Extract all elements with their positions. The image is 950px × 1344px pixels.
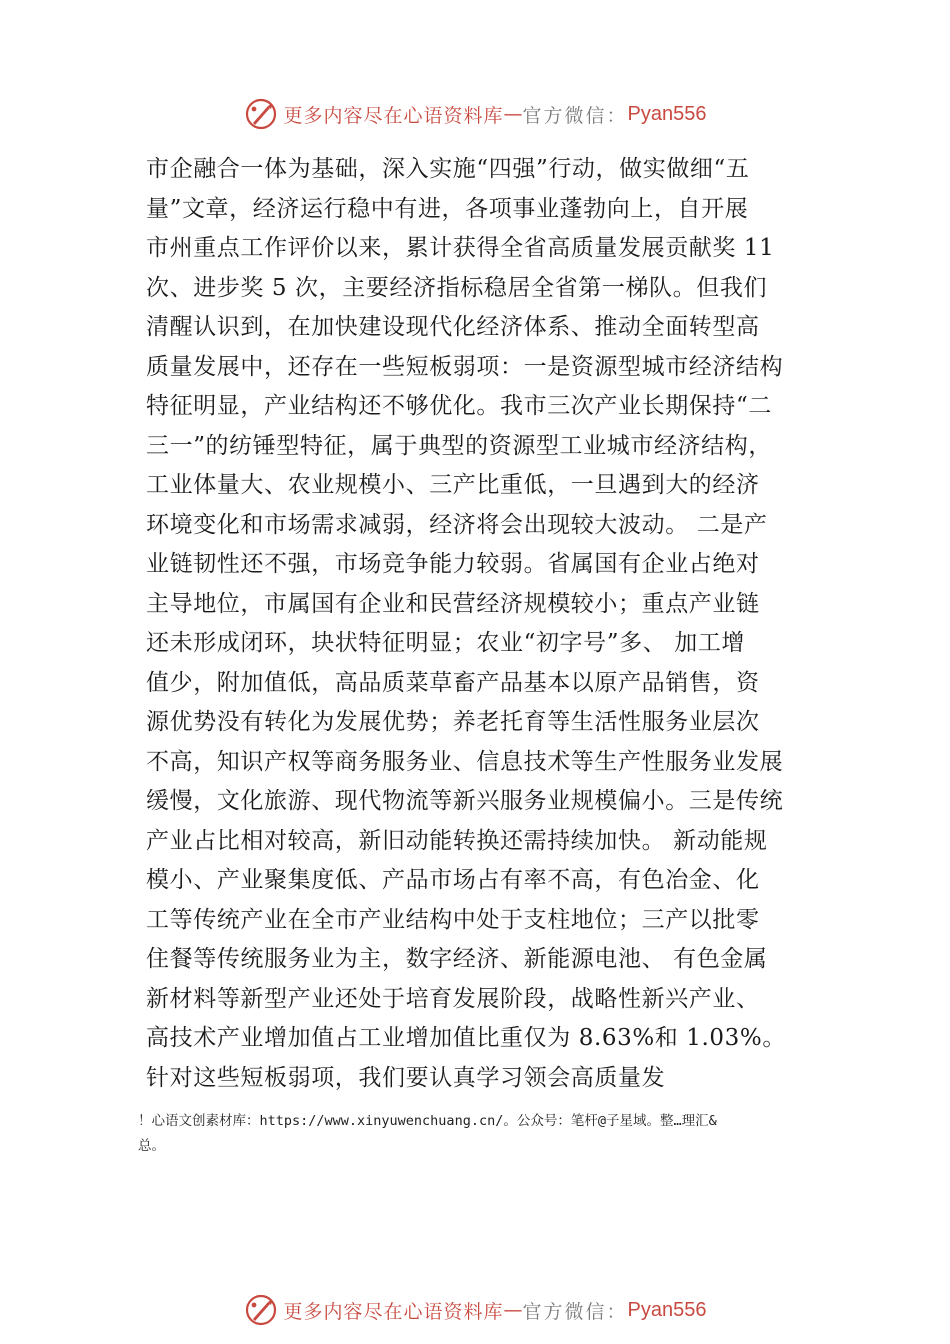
quill-pen-logo-icon [244,97,278,131]
footer-banner [0,1290,950,1330]
body-line: 工业体量大、农业规模小、三产比重低，一旦遇到大的经济 [146,472,760,498]
header-separator: — [503,103,523,125]
header-wechat-id: Pyan556 [627,102,707,125]
quill-pen-logo-icon [244,1293,278,1327]
footnote [138,1109,848,1159]
body-line: 三一”的纺锤型特征，属于典型的资源型工业城市经济结构， [146,432,772,459]
body-line: 高技术产业增加值占工业增加值比重仅为 8.63%和 1.03%。 [146,1025,786,1051]
body-line: 针对这些短板弱项，我们要认真学习领会高质量发 [146,1064,666,1091]
body-line: 源优势没有转化为发展优势；养老托育等生活性服务业层次 [146,709,760,735]
body-line: 市州重点工作评价以来，累计获得全省高质量发展贡献奖 11 [146,235,775,261]
body-line: 特征明显，产业结构还不够优化。我市三次产业长期保持“二 [146,393,772,419]
header-banner [0,94,950,134]
footer-separator: — [503,1299,523,1321]
header-wechat-label: 官方微信： [522,104,628,127]
body-line: 值少，附加值低，高品质菜草畜产品基本以原产品销售，资 [146,669,760,696]
body-line: 产业占比相对较高，新旧动能转换还需持续加快。 新动能规 [146,827,768,854]
body-text [146,150,826,1098]
body-line: 质量发展中，还存在一些短板弱项：一是资源型城市经济结构 [146,353,784,380]
body-line: 环境变化和市场需求减弱，经济将会出现较大波动。 二是产 [146,511,768,538]
footnote-line-2: 总。 [138,1138,165,1154]
body-line: 不高，知识产权等商务服务业、信息技术等生产性服务业发展 [146,748,784,775]
body-line: 缓慢，文化旅游、现代物流等新兴服务业规模偏小。三是传统 [146,788,784,814]
body-line: 业链韧性还不强，市场竞争能力较弱。省属国有企业占绝对 [146,551,760,577]
body-line: 住餐等传统服务业为主，数字经济、新能源电池、 有色金属 [146,946,768,972]
body-line: 还未形成闭环，块状特征明显；农业“初字号”多、 加工增 [146,630,746,656]
body-line: 次、进步奖 5 次，主要经济指标稳居全省第一梯队。但我们 [146,274,768,301]
body-line: 工等传统产业在全市产业结构中处于支柱地位；三产以批零 [146,906,760,933]
body-line: 新材料等新型产业还处于培育发展阶段，战略性新兴产业、 [146,985,760,1012]
header-brand-text: 更多内容尽在心语资料库 [283,104,504,127]
footer-brand-text: 更多内容尽在心语资料库 [283,1300,504,1323]
body-line: 市企融合一体为基础，深入实施“四强”行动，做实做细“五 [146,156,750,182]
footer-wechat-id: Pyan556 [627,1298,707,1321]
body-line: 模小、产业聚集度低、产品市场占有率不高，有色冶金、化 [146,867,760,893]
footnote-line-1: ！心语文创素材库：https://www.xinyuwenchuang.cn/。公众号：笔杆@子星域。整…理汇& [138,1113,717,1129]
body-line: 量”文章，经济运行稳中有进，各项事业蓬勃向上，自开展 [146,195,749,222]
body-line: 主导地位，市属国有企业和民营经济规模较小；重点产业链 [146,590,760,617]
footer-wechat-label: 官方微信： [522,1300,628,1323]
body-line: 清醒认识到，在加快建设现代化经济体系、推动全面转型高 [146,314,760,340]
